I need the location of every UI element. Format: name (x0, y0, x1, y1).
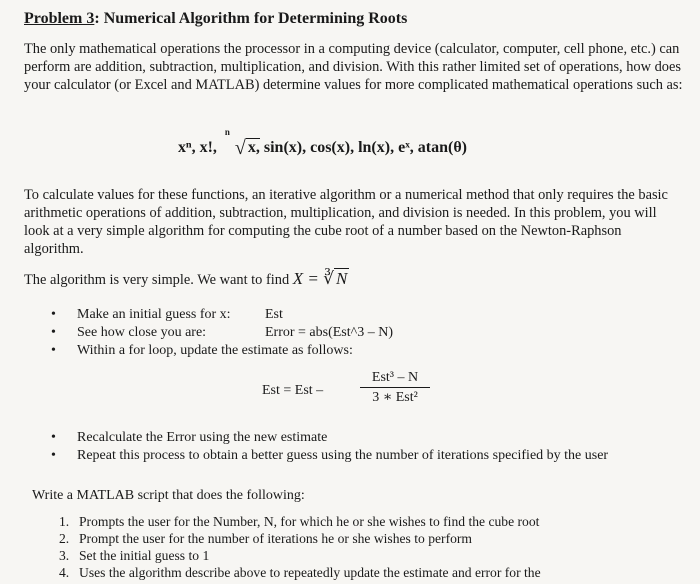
bullet-icon: • (51, 307, 56, 322)
root-index: n (224, 127, 230, 137)
function-list-formula (178, 127, 467, 159)
cube-root-math (293, 268, 350, 288)
step-number: 2. (59, 531, 70, 546)
nth-root (224, 127, 260, 159)
list-item-text: Within a for loop, update the estimate as follows: (77, 343, 353, 358)
formula-denominator: 3 ∗ Est² (372, 390, 418, 405)
step-number: 4. (59, 565, 70, 580)
formula-numerator: Est³ – N (371, 370, 419, 385)
root-argument: x, (247, 139, 260, 156)
list-item-text: Make an initial guess for x: (77, 307, 231, 322)
step-number: 3. (59, 548, 70, 563)
cube-root-sign: ∛ (323, 269, 334, 288)
bullet-icon: • (51, 325, 56, 340)
power-factorial: xⁿ, x!, (178, 139, 217, 156)
step-text: Set the initial guess to 1 (79, 548, 210, 563)
step-text: Prompt the user for the number of iterations he or she wishes to perform (79, 531, 472, 546)
problem-label: Problem 3 (24, 10, 95, 27)
problem-title (24, 10, 407, 28)
bullet-icon: • (51, 430, 56, 445)
cube-root-text: The algorithm is very simple. We want to find (24, 272, 293, 288)
bullet-icon: • (51, 343, 56, 358)
problem-title-rest: : Numerical Algorithm for Determining Roots (94, 10, 408, 27)
step-number: 1. (59, 514, 70, 529)
algorithm-paragraph: To calculate values for these functions, an iterative algorithm or a numerical method that only requires the basic arithmetic operations of addition, subtraction, multiplication, and division is needed. In this problem, you will look at a very simple algorithm for computing the cube root of a number based on the Newton-Raphson algorithm. (24, 187, 668, 257)
cube-root-lhs: X = (292, 269, 319, 288)
formula-fraction (360, 370, 430, 406)
list-item-text: Recalculate the Error using the new estimate (77, 430, 328, 445)
list-item-value: Est (265, 307, 283, 322)
radical-sign: √ (234, 137, 246, 159)
list-item-value: Error = abs(Est^3 – N) (265, 325, 393, 340)
step-text: Uses the algorithm describe above to repeatedly update the estimate and error for the (79, 565, 541, 580)
fraction-bar (360, 387, 430, 388)
cube-root-arg: N (335, 269, 348, 288)
bullet-icon: • (51, 448, 56, 463)
formula-lhs: Est = Est – (262, 383, 324, 398)
list-item-text: Repeat this process to obtain a better guess using the number of iterations specified by the user (77, 448, 609, 463)
intro-paragraph: The only mathematical operations the processor in a computing device (calculator, computer, cell phone, etc.) can perform are addition, subtraction, multiplication, and division. With this rather limited set of operations, how does your calculator (or Excel and MATLAB) determine values for more complicated mathematical operations such as: (24, 41, 683, 93)
list-item-text: See how close you are: (77, 325, 207, 340)
function-names: sin(x), cos(x), ln(x), eˣ, atan(θ) (263, 139, 467, 156)
script-instructions-heading: Write a MATLAB script that does the following: (32, 488, 305, 503)
step-text: Prompts the user for the Number, N, for which he or she wishes to find the cube root (79, 514, 540, 529)
cube-root-intro (24, 270, 684, 289)
